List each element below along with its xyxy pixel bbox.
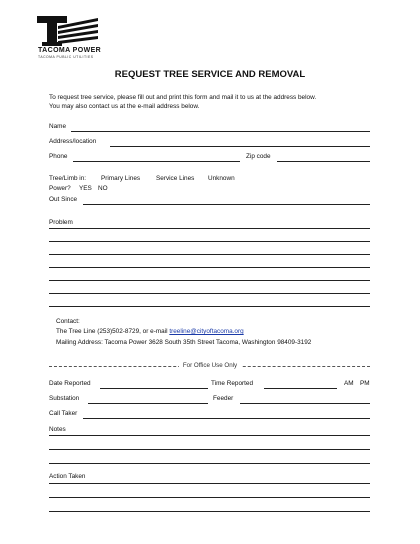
tree-limb-label: Tree/Limb in: — [49, 175, 87, 182]
page-title: REQUEST TREE SERVICE AND REMOVAL — [114, 69, 306, 80]
notes-label: Notes — [49, 426, 66, 433]
action-taken-line[interactable] — [49, 511, 370, 512]
intro-line-2: You may also contact us at the e-mail address below. — [49, 103, 200, 110]
date-reported-field[interactable] — [100, 388, 208, 389]
time-reported-label: Time Reported — [211, 380, 254, 387]
time-reported-field[interactable] — [264, 388, 337, 389]
intro-line-1: To request tree service, please fill out and print this form and mail it to us at the address below. — [49, 94, 317, 101]
notes-line[interactable] — [49, 463, 370, 464]
primary-lines-option[interactable]: Primary Lines — [101, 175, 141, 182]
name-label: Name — [49, 123, 67, 130]
office-use-heading-text: For Office Use Only — [179, 362, 241, 369]
call-taker-field[interactable] — [83, 418, 370, 419]
problem-line[interactable] — [49, 293, 370, 294]
address-field[interactable] — [110, 146, 370, 147]
pm-option[interactable]: PM — [360, 380, 370, 387]
substation-label: Substation — [49, 395, 80, 402]
feeder-label: Feeder — [213, 395, 234, 402]
logo-brand-text: TACOMA POWER — [38, 47, 102, 54]
problem-line[interactable] — [49, 228, 370, 229]
problem-line[interactable] — [49, 280, 370, 281]
name-field[interactable] — [71, 131, 370, 132]
tacoma-power-logo-mark — [36, 14, 100, 48]
power-label: Power? — [49, 185, 71, 192]
address-label: Address/location — [49, 138, 97, 145]
problem-line[interactable] — [49, 306, 370, 307]
contact-email-link[interactable]: treeline@cityoftacoma.org — [169, 328, 244, 335]
am-option[interactable]: AM — [344, 380, 354, 387]
date-reported-label: Date Reported — [49, 380, 91, 387]
out-since-field[interactable] — [83, 204, 370, 205]
power-yes-option[interactable]: YES — [79, 185, 92, 192]
problem-line[interactable] — [49, 241, 370, 242]
action-taken-line[interactable] — [49, 497, 370, 498]
logo-tagline-text: TACOMA PUBLIC UTILITIES — [38, 55, 94, 59]
call-taker-label: Call Taker — [49, 410, 78, 417]
action-taken-line[interactable] — [49, 483, 370, 484]
problem-line[interactable] — [49, 267, 370, 268]
out-since-label: Out Since — [49, 196, 78, 203]
action-taken-label: Action Taken — [49, 473, 86, 480]
phone-field[interactable] — [73, 161, 240, 162]
phone-label: Phone — [49, 153, 68, 160]
contact-mailing-address: Mailing Address: Tacoma Power 3628 South 35th Street Tacoma, Washington 98409-3192 — [56, 339, 312, 346]
unknown-option[interactable]: Unknown — [208, 175, 235, 182]
office-use-heading — [0, 362, 420, 369]
power-no-option[interactable]: NO — [98, 185, 108, 192]
problem-line[interactable] — [49, 254, 370, 255]
notes-line[interactable] — [49, 435, 370, 436]
problem-label: Problem — [49, 219, 73, 226]
zip-label: Zip code — [246, 153, 271, 160]
contact-heading: Contact: — [56, 318, 80, 325]
service-lines-option[interactable]: Service Lines — [156, 175, 195, 182]
contact-phone-text: The Tree Line (253)502-8729, or e-mail — [56, 328, 170, 335]
zip-field[interactable] — [277, 161, 370, 162]
notes-line[interactable] — [49, 449, 370, 450]
substation-field[interactable] — [88, 403, 208, 404]
feeder-field[interactable] — [240, 403, 370, 404]
contact-tree-line — [56, 328, 244, 336]
